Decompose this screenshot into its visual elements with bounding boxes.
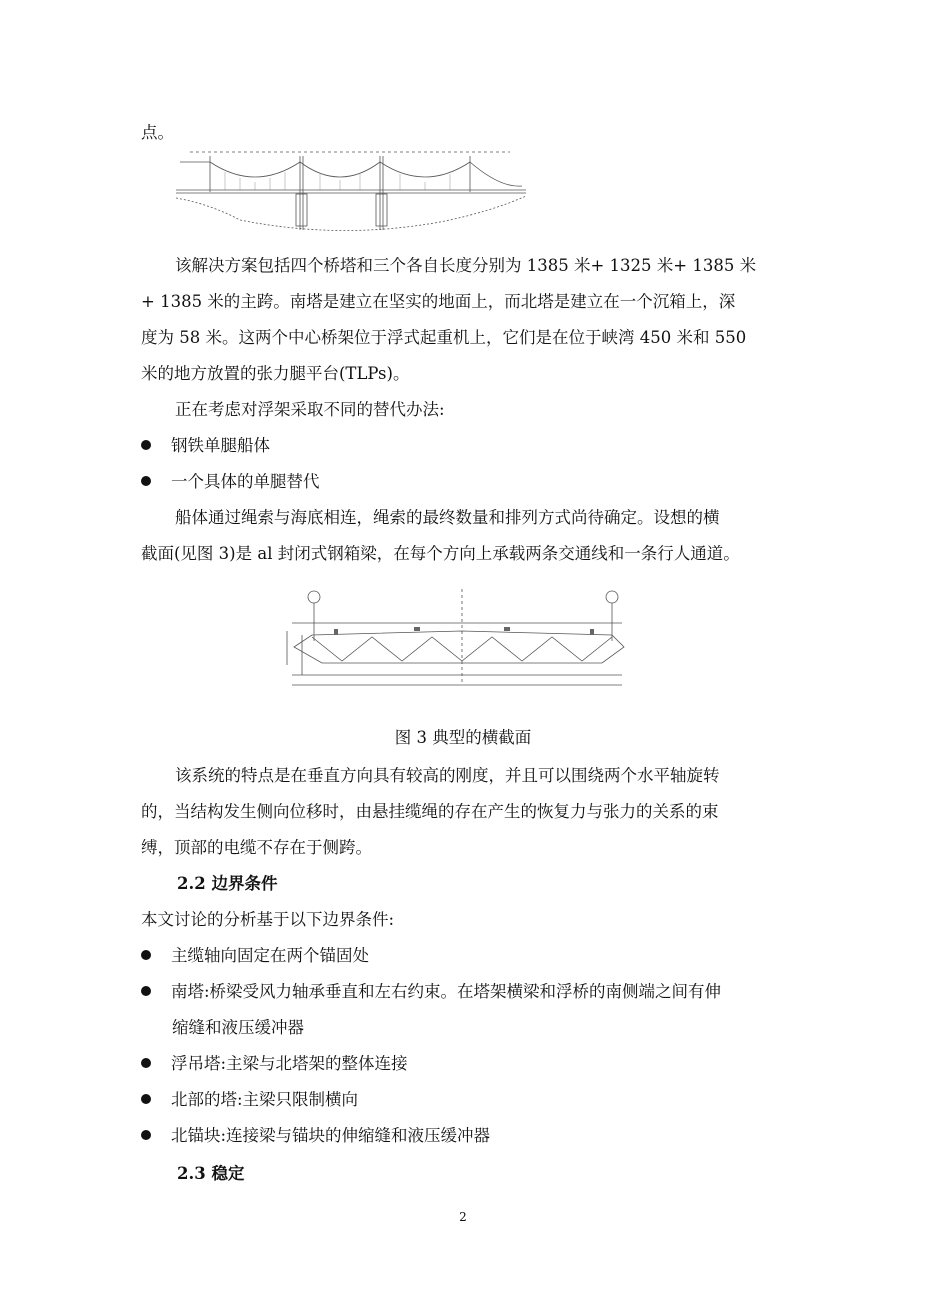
bullet-icon [141, 440, 151, 450]
text-line: 的，当结构发生侧向位移时，由悬挂缆绳的存在产生的恢复力与张力的关系的束 [141, 802, 719, 821]
bullet-icon [141, 986, 151, 996]
text-line: 缚，顶部的电缆不存在于侧跨。 [141, 838, 372, 857]
text-line: 该系统的特点是在垂直方向具有较高的刚度，并且可以围绕两个水平轴旋转 [175, 766, 720, 785]
bullet-icon [141, 1130, 151, 1140]
list-item: 一个具体的单腿替代 [141, 464, 320, 500]
paragraph-2: 正在考虑对浮架采取不同的替代办法: [175, 400, 445, 419]
list-item: 南塔:桥梁受风力轴承垂直和左右约束。在塔架横梁和浮桥的南侧端之间有伸 [141, 974, 721, 1010]
figure-caption: 图 3 典型的横截面 [394, 728, 532, 747]
section-heading: 2.2 边界条件 [177, 874, 278, 893]
list-item: 北部的塔:主梁只限制横向 [141, 1082, 358, 1118]
paragraph-3 [141, 500, 740, 572]
text-line: + 1385 米的主跨。南塔是建立在坚实的地面上，而北塔是建立在一个沉箱上，深 [141, 292, 736, 311]
text-line: 米的地方放置的张力腿平台(TLPs)。 [141, 364, 410, 383]
paragraph-fragment: 点。 [141, 123, 174, 142]
paragraph-1 [141, 248, 756, 392]
text-line: 该解决方案包括四个桥塔和三个各自长度分别为 1385 米+ 1325 米+ 1385 米 [175, 256, 757, 275]
paragraph-5: 本文讨论的分析基于以下边界条件: [141, 910, 395, 929]
text-line: 船体通过绳索与海底相连，绳索的最终数量和排列方式尚待确定。设想的横 [175, 508, 720, 527]
bullet-icon [141, 1058, 151, 1068]
paragraph-4 [141, 758, 720, 866]
list-item: 主缆轴向固定在两个锚固处 [141, 938, 369, 974]
list-item: 钢铁单腿船体 [141, 428, 270, 464]
text-line: 度为 58 米。这两个中心桥架位于浮式起重机上，它们是在位于峡湾 450 米和 550 [141, 328, 747, 347]
list-item: 北锚块:连接梁与锚块的伸缩缝和液压缓冲器 [141, 1118, 490, 1154]
box-girder-cross-section-drawing [272, 585, 634, 693]
text-line: 截面(见图 3)是 al 封闭式钢箱梁，在每个方向上承载两条交通线和一条行人通道。 [141, 544, 740, 563]
page-number: 2 [459, 1210, 467, 1224]
bullet-icon [141, 476, 151, 486]
suspension-bridge-elevation-drawing [170, 148, 532, 238]
bullet-icon [141, 1094, 151, 1104]
section-heading: 2.3 稳定 [177, 1164, 245, 1183]
list-item: 浮吊塔:主梁与北塔架的整体连接 [141, 1046, 408, 1082]
list-item-continuation: 缩缝和液压缓冲器 [172, 1018, 304, 1037]
bullet-icon [141, 950, 151, 960]
